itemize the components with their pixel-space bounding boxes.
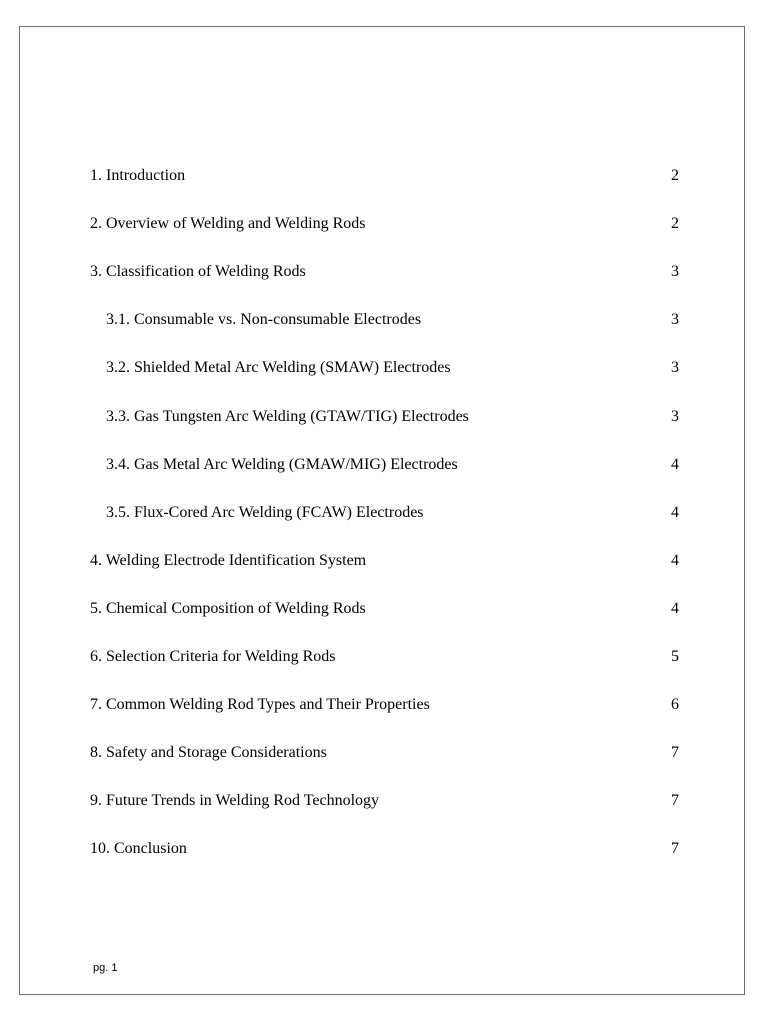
toc-entry-title: 2. Overview of Welding and Welding Rods [90, 215, 366, 233]
toc-entry-title: 9. Future Trends in Welding Rod Technology [90, 792, 380, 810]
toc-entry[interactable] [90, 537, 710, 585]
toc-entry-page: 7 [671, 792, 679, 810]
toc-entry-title: 6. Selection Criteria for Welding Rods [90, 647, 336, 665]
toc-entry-title: 3. Classification of Welding Rods [90, 263, 306, 281]
toc-entry[interactable] [90, 152, 710, 200]
toc-entry-page: 3 [671, 359, 679, 377]
toc-entry[interactable] [90, 825, 710, 873]
toc-entry-page: 2 [671, 167, 679, 185]
toc-entry-page: 3 [671, 263, 679, 281]
document-page [19, 26, 745, 995]
toc-entry[interactable] [90, 585, 710, 633]
toc-entry-page: 7 [671, 840, 679, 858]
toc-entry[interactable] [90, 344, 710, 392]
toc-entry[interactable] [90, 392, 710, 440]
toc-entry-page: 4 [671, 503, 679, 521]
toc-entry-title: 3.3. Gas Tungsten Arc Welding (GTAW/TIG) Electrodes [106, 407, 469, 425]
toc-entry-title: 5. Chemical Composition of Welding Rods [90, 599, 366, 617]
page-number-footer: pg. 1 [93, 962, 118, 974]
toc-entry-title: 3.2. Shielded Metal Arc Welding (SMAW) Electrodes [106, 359, 451, 377]
toc-entry-title: 3.5. Flux-Cored Arc Welding (FCAW) Electrodes [106, 503, 424, 521]
toc-entry[interactable] [90, 681, 710, 729]
toc-entry-page: 3 [671, 407, 679, 425]
toc-entry-page: 4 [671, 551, 679, 569]
toc-entry[interactable] [90, 489, 710, 537]
toc-entry-page: 4 [671, 599, 679, 617]
toc-entry-page: 5 [671, 647, 679, 665]
toc-entry-title: 4. Welding Electrode Identification System [90, 551, 367, 569]
toc-entry[interactable] [90, 633, 710, 681]
toc-entry-title: 3.4. Gas Metal Arc Welding (GMAW/MIG) Electrodes [106, 455, 458, 473]
toc-entry[interactable] [90, 200, 710, 248]
toc-entry[interactable] [90, 296, 710, 344]
toc-entry-title: 7. Common Welding Rod Types and Their Properties [90, 696, 430, 714]
toc-entry[interactable] [90, 441, 710, 489]
toc-entry-title: 8. Safety and Storage Considerations [90, 744, 327, 762]
toc-entry-title: 3.1. Consumable vs. Non-consumable Electrodes [106, 311, 422, 329]
toc-entry-title: 1. Introduction [90, 167, 186, 185]
toc-entry-page: 4 [671, 455, 679, 473]
toc-entry-page: 6 [671, 696, 679, 714]
toc-entry[interactable] [90, 248, 710, 296]
toc-entry-page: 2 [671, 215, 679, 233]
toc-entry-page: 3 [671, 311, 679, 329]
toc-entry-page: 7 [671, 744, 679, 762]
table-of-contents [90, 152, 710, 873]
toc-entry-title: 10. Conclusion [90, 840, 187, 858]
toc-entry[interactable] [90, 777, 710, 825]
toc-entry[interactable] [90, 729, 710, 777]
